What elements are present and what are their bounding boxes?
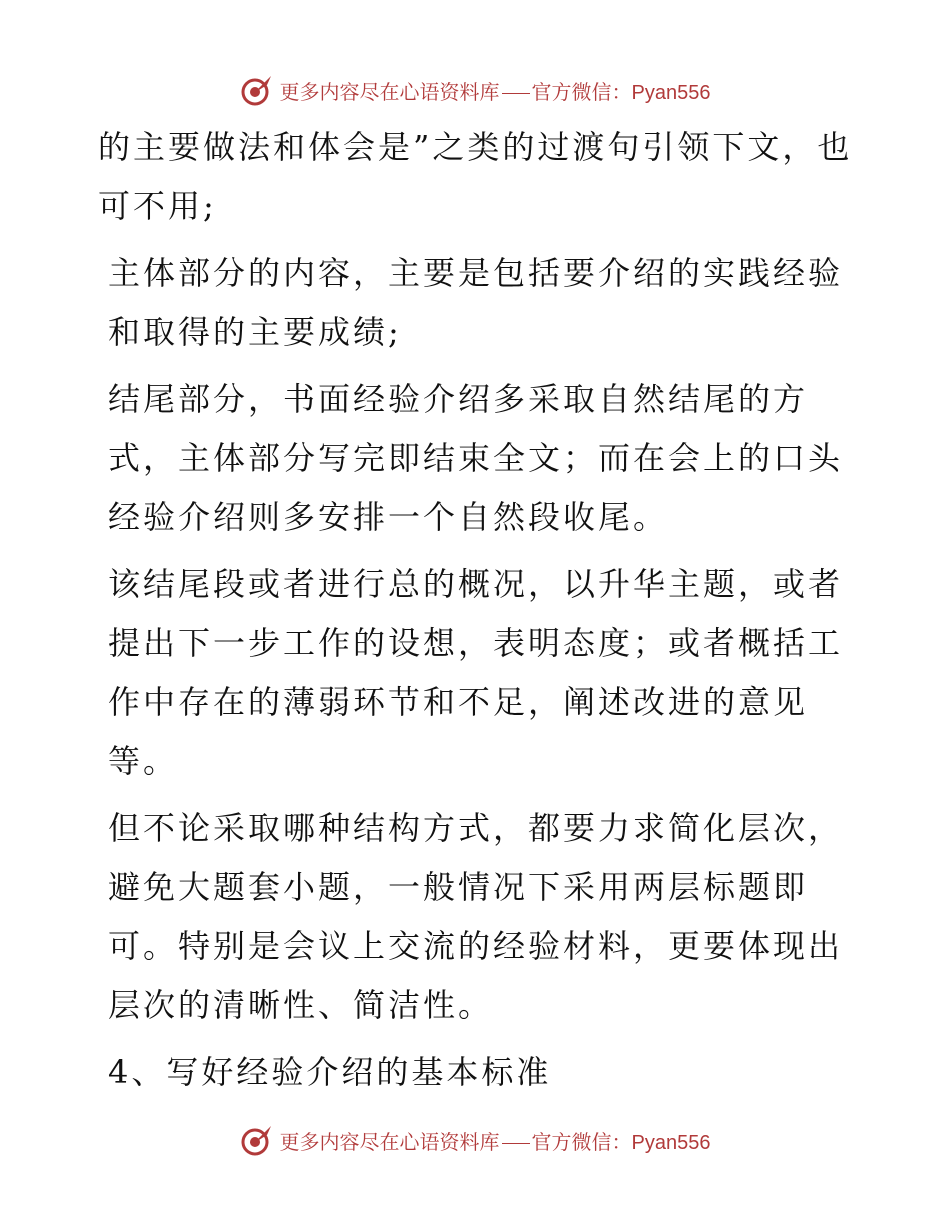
watermark-separator [502, 93, 530, 94]
document-body [98, 118, 858, 1110]
watermark-brand: 更多内容尽在心语资料库 [279, 1129, 500, 1154]
header-watermark [0, 70, 950, 110]
watermark-separator [502, 1143, 530, 1144]
paragraph: 结尾部分，书面经验介绍多采取自然结尾的方式，主体部分写完即结束全文；而在会上的口头经验介绍则多安排一个自然段收尾。 [108, 380, 844, 536]
watermark-text [280, 1126, 711, 1155]
paragraph: 该结尾段或者进行总的概况，以升华主题，或者提出下一步工作的设想，表明态度；或者概括工作中存在的薄弱环节和不足，阐述改进的意见等。 [108, 565, 844, 780]
watermark-suffix-label: 官方微信： [531, 79, 632, 104]
watermark-suffix-label: 官方微信： [531, 1129, 632, 1154]
paragraph: 的主要做法和体会是”之类的过渡句引领下文，也可不用; [98, 128, 853, 225]
footer-watermark [0, 1120, 950, 1160]
section-heading: 4、写好经验介绍的基本标准 [108, 1053, 552, 1091]
quill-logo-icon [240, 1123, 274, 1157]
watermark-suffix-id: Pyan556 [631, 81, 711, 104]
paragraph: 但不论采取哪种结构方式，都要力求简化层次，避免大题套小题，一般情况下采用两层标题即可。特别是会议上交流的经验材料，更要体现出层次的清晰性、简洁性。 [108, 809, 844, 1024]
watermark-brand: 更多内容尽在心语资料库 [279, 79, 500, 104]
watermark-text [280, 76, 711, 105]
quill-logo-icon [240, 73, 274, 107]
watermark-suffix-id: Pyan556 [631, 1131, 711, 1154]
paragraph: 主体部分的内容，主要是包括要介绍的实践经验和取得的主要成绩; [108, 254, 844, 351]
